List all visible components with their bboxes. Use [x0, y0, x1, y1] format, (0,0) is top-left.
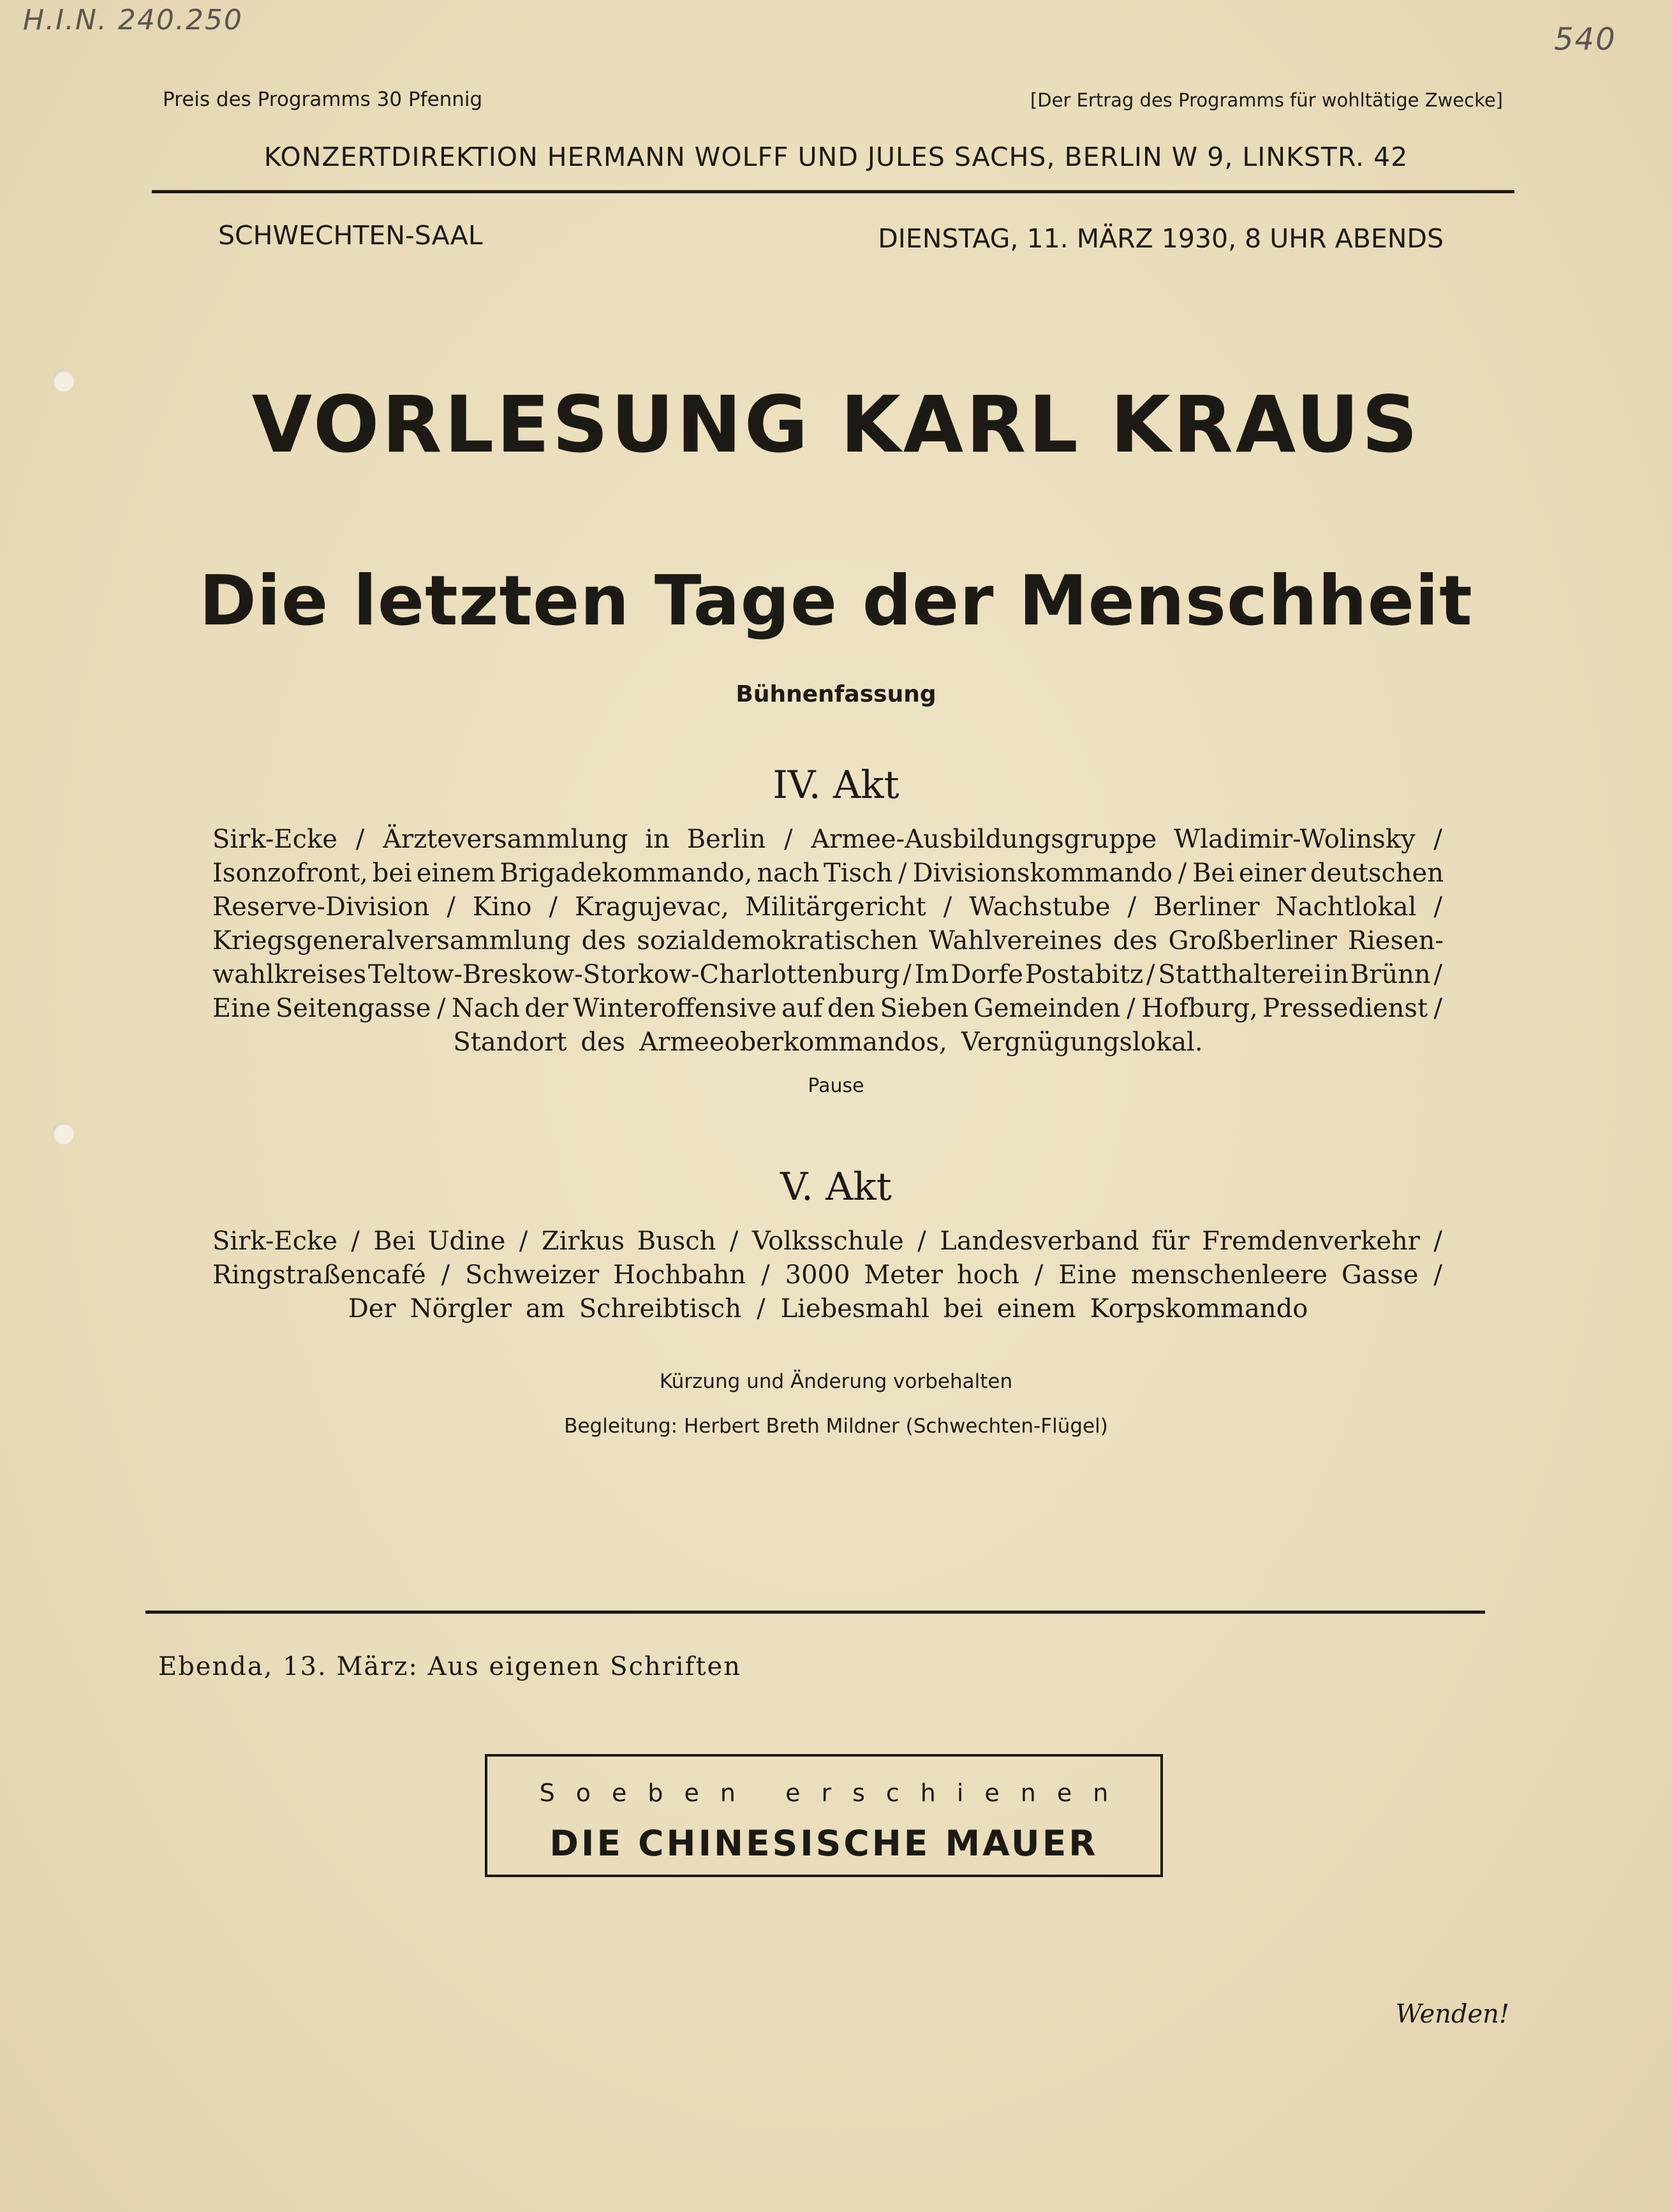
scene-word: auf [781, 994, 823, 1023]
scene-word: bei [943, 1294, 983, 1324]
scene-word: Riesen- [1347, 926, 1444, 955]
scene-word: Nach [451, 994, 520, 1023]
scene-word: nach [757, 859, 820, 888]
turn-over-note: Wenden! [1395, 2000, 1509, 2029]
event-datetime: DIENSTAG, 11. MÄRZ 1930, 8 UHR ABENDS [878, 223, 1444, 254]
scene-word: Statthalterei [1158, 960, 1322, 989]
scene-separator: / [436, 994, 446, 1023]
scene-separator: / [1146, 960, 1155, 989]
scene-separator: / [784, 825, 793, 854]
scene-line [212, 823, 1444, 857]
scene-line [212, 1225, 1444, 1258]
act-5-heading: V. Akt [780, 1165, 892, 1209]
scene-word: Kriegsgeneralversammlung [212, 926, 571, 955]
scene-word: Korpskommando [1090, 1294, 1308, 1324]
scene-word: Armee-Ausbildungsgruppe [811, 825, 1157, 854]
scene-word: Berlin [686, 825, 766, 854]
scene-line [212, 1292, 1444, 1326]
scene-separator: / [351, 1227, 360, 1256]
scene-word: Brünn [1350, 960, 1431, 989]
scene-word: Tisch [824, 859, 893, 888]
scene-word: Postabitz [1025, 960, 1144, 989]
scene-word: der [524, 994, 568, 1023]
scene-word: des [1113, 926, 1158, 955]
scene-separator: / [757, 1294, 766, 1324]
scene-word: Busch [637, 1227, 716, 1256]
scene-separator: / [1433, 825, 1442, 854]
scene-separator: / [549, 892, 558, 922]
scene-line [212, 1258, 1444, 1292]
scene-word: menschenleere [1130, 1260, 1328, 1290]
scene-word: Hofburg, [1141, 994, 1258, 1023]
scene-word: Schreibtisch [579, 1294, 742, 1324]
scene-word: einer [1238, 859, 1306, 888]
scene-word: Standort [453, 1028, 567, 1057]
program-proceeds: [Der Ertrag des Programms für wohltätige Zwecke] [1030, 89, 1503, 111]
scene-word: Ärzteversammlung [383, 825, 628, 854]
scene-separator: / [761, 1260, 770, 1290]
reservation-note: Kürzung und Änderung vorbehalten [659, 1370, 1013, 1393]
scene-separator: / [1433, 1227, 1442, 1256]
scene-word: Udine [427, 1227, 506, 1256]
scene-word: am [525, 1294, 565, 1324]
scene-word: Volksschule [751, 1227, 904, 1256]
scene-word: Nachtlokal [1275, 892, 1417, 922]
scene-word: Wladimir-Wolinsky [1174, 825, 1416, 854]
scene-word: Gemeinden [973, 994, 1121, 1023]
scene-word: Fremdenverkehr [1202, 1227, 1420, 1256]
scene-word: Bei [1192, 859, 1234, 888]
scene-word: Kragujevac, [575, 892, 729, 922]
stage-version: Bühnenfassung [736, 681, 936, 707]
scene-word: Bei [373, 1227, 416, 1256]
scene-separator: / [903, 960, 912, 989]
intermission: Pause [808, 1075, 864, 1097]
program-price: Preis des Programms 30 Pfennig [163, 88, 483, 111]
scene-separator: / [1034, 1260, 1044, 1290]
scene-line [212, 924, 1444, 958]
scene-separator: / [447, 892, 455, 922]
scene-word: Eine [1058, 1260, 1117, 1290]
book-advertisement [485, 1754, 1163, 1877]
scene-word: wahlkreises [212, 960, 367, 989]
scene-word: Eine [212, 994, 271, 1023]
scene-line [212, 958, 1444, 992]
scene-separator: / [729, 1227, 739, 1256]
scene-word: hoch [956, 1260, 1019, 1290]
scene-word: Seitengasse [275, 994, 431, 1023]
scene-word: Reserve-Division [212, 892, 430, 922]
scene-separator: / [943, 892, 952, 922]
scene-word: Sieben [880, 994, 969, 1023]
scene-line [212, 1026, 1444, 1059]
scene-word: für [1151, 1227, 1190, 1256]
scene-separator: / [441, 1260, 450, 1290]
scene-separator: / [1433, 1260, 1442, 1290]
scene-word: Armeeoberkommandos, [639, 1028, 947, 1057]
scene-word: 3000 [785, 1260, 850, 1290]
act-4-heading: IV. Akt [773, 763, 899, 807]
scene-word: Ringstraßencafé [212, 1260, 426, 1290]
scene-separator: / [1127, 994, 1136, 1023]
scene-word: des [581, 1028, 626, 1057]
scene-word: des [581, 926, 626, 955]
scene-word: Berliner [1153, 892, 1260, 922]
scene-word: Der [348, 1294, 396, 1324]
scene-word: Gasse [1341, 1260, 1419, 1290]
scene-word: Teltow-Breskow-Storkow-Charlottenburg [368, 960, 900, 989]
scene-separator: / [1178, 859, 1187, 888]
scene-word: Wachstube [969, 892, 1111, 922]
scene-word: Divisionskommando [912, 859, 1173, 888]
scene-word: bei [372, 859, 412, 888]
scene-line [212, 857, 1444, 890]
scene-line [212, 992, 1444, 1026]
scene-word: Meter [864, 1260, 943, 1290]
scene-word: Vergnügungslokal. [961, 1028, 1203, 1057]
scene-line [212, 890, 1444, 924]
scene-word: in [645, 825, 670, 854]
next-event: Ebenda, 13. März: Aus eigenen Schriften [158, 1652, 741, 1681]
scene-word: Großberliner [1168, 926, 1337, 955]
scene-word: einem [996, 1294, 1076, 1324]
scene-word: Wahlvereines [928, 926, 1102, 955]
work-title: Die letzten Tage der Menschheit [199, 561, 1473, 641]
scene-word: Dorfe [951, 960, 1023, 989]
scene-word: einem [416, 859, 496, 888]
scene-word: Nörgler [410, 1294, 512, 1324]
scene-separator: / [1127, 892, 1137, 922]
scene-separator: / [917, 1227, 926, 1256]
scene-word: Kino [472, 892, 532, 922]
scene-word: Militärgericht [744, 892, 926, 922]
punch-hole [52, 1123, 74, 1144]
scene-word: Zirkus [541, 1227, 625, 1256]
concert-agency: KONZERTDIREKTION HERMANN WOLFF UND JULES SACHS, BERLIN W 9, LINKSTR. 42 [263, 142, 1409, 172]
scene-word: Winteroffensive [573, 994, 777, 1023]
page-number: 540 [1554, 22, 1617, 57]
scene-word: Schweizer [465, 1260, 600, 1290]
scene-separator: / [355, 825, 365, 854]
ad-kicker: Soeben erschienen [539, 1779, 1130, 1807]
scene-separator: / [1433, 892, 1442, 922]
event-title: VORLESUNG KARL KRAUS [251, 380, 1421, 470]
footer-rule [145, 1611, 1485, 1614]
scene-word: deutschen [1310, 859, 1444, 888]
scene-word: Im [914, 960, 949, 989]
scene-separator: / [1433, 960, 1442, 989]
scene-word: Liebesmahl [780, 1294, 929, 1324]
catalog-number: H.I.N. 240.250 [23, 4, 243, 36]
scene-separator: / [1433, 994, 1442, 1023]
accompaniment-note: Begleitung: Herbert Breth Mildner (Schwechten-Flügel) [564, 1415, 1108, 1438]
header-rule [152, 190, 1514, 193]
act-5-scenes [212, 1225, 1444, 1326]
scene-word: Brigadekommando, [499, 859, 753, 888]
scene-word: Sirk-Ecke [212, 1227, 337, 1256]
scene-word: den [827, 994, 876, 1023]
scene-separator: / [898, 859, 907, 888]
scene-word: Pressedienst [1262, 994, 1428, 1023]
scene-word: sozialdemokratischen [637, 926, 918, 955]
scene-word: in [1324, 960, 1349, 989]
venue: SCHWECHTEN-SAAL [218, 220, 483, 251]
scene-word: Hochbahn [613, 1260, 746, 1290]
scene-word: Isonzofront, [212, 859, 368, 888]
scene-separator: / [519, 1227, 528, 1256]
scene-word: Sirk-Ecke [212, 825, 337, 854]
scene-word: Landesverband [940, 1227, 1139, 1256]
ad-title: DIE CHINESISCHE MAUER [549, 1823, 1099, 1864]
act-4-scenes [212, 823, 1444, 1059]
